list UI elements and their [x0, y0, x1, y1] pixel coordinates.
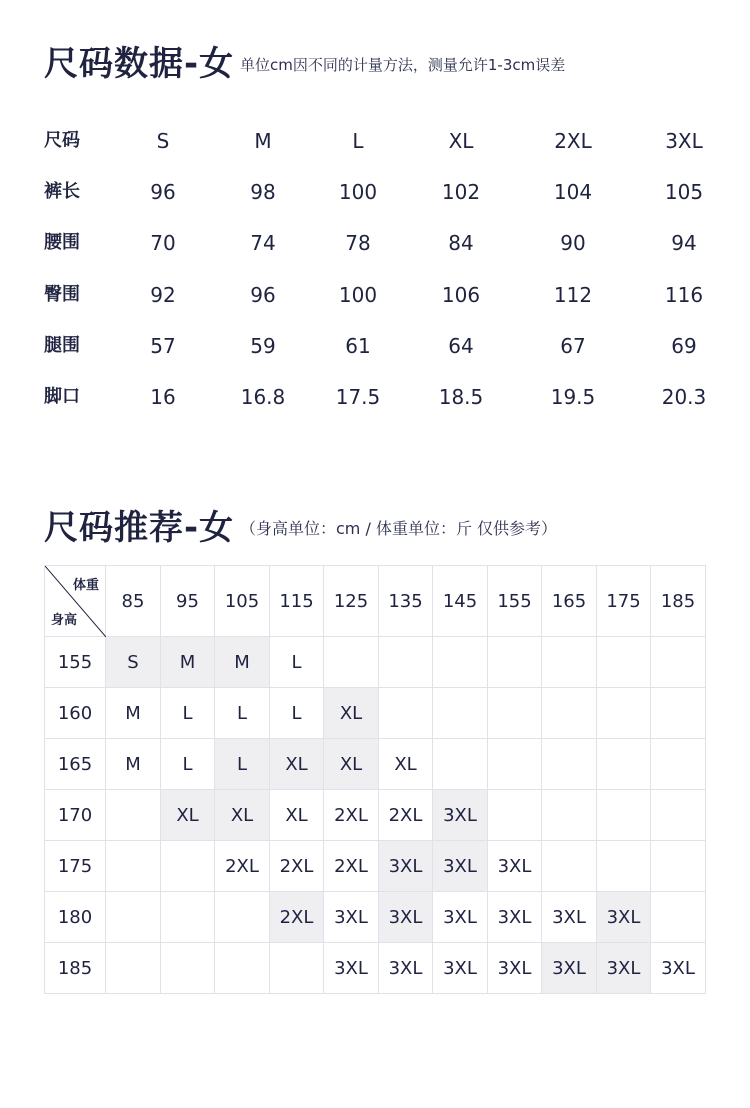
weight-header-cell: 95 [161, 566, 215, 637]
recommend-size-cell: 3XL [324, 892, 379, 943]
size-row-label: 臀围 [44, 284, 80, 305]
recommend-size-cell [542, 739, 597, 790]
weight-header-cell: 165 [542, 566, 597, 637]
size-value-cell: 69 [671, 334, 697, 358]
weight-header-cell: 185 [651, 566, 706, 637]
recommend-size-cell: 2XL [324, 841, 379, 892]
recommend-size-cell: 2XL [379, 790, 433, 841]
recommend-size-cell [651, 637, 706, 688]
corner-height-label: 身高 [51, 613, 78, 628]
size-value-cell: 100 [338, 180, 378, 204]
size-value-cell: 92 [150, 283, 176, 307]
recommend-size-cell [106, 841, 161, 892]
size-header-l: L [352, 129, 364, 153]
weight-header-cell: 115 [270, 566, 324, 637]
recommend-size-cell [597, 790, 651, 841]
recommend-size-cell [488, 790, 542, 841]
recommend-size-cell [106, 790, 161, 841]
recommend-size-cell [488, 739, 542, 790]
recommend-size-cell: 3XL [488, 943, 542, 994]
recommend-size-cell [488, 637, 542, 688]
recommend-size-cell: 3XL [379, 892, 433, 943]
recommend-size-cell: 2XL [270, 841, 324, 892]
recommend-size-cell: XL [270, 790, 324, 841]
recommend-row [45, 892, 706, 943]
size-row-label: 腿围 [44, 335, 80, 356]
recommend-size-cell: M [215, 637, 270, 688]
recommend-corner-cell [45, 566, 106, 637]
recommend-row [45, 841, 706, 892]
size-row-label: 裤长 [44, 181, 80, 202]
height-header-cell: 170 [45, 790, 106, 841]
recommend-size-cell: 3XL [488, 892, 542, 943]
recommend-size-cell [433, 688, 488, 739]
corner-weight-label: 体重 [72, 578, 99, 593]
size-value-cell: 59 [250, 334, 276, 358]
recommend-row [45, 943, 706, 994]
recommend-size-cell: 3XL [597, 892, 651, 943]
recommend-size-cell: 3XL [542, 943, 597, 994]
recommend-size-cell: 3XL [433, 892, 488, 943]
size-value-cell: 67 [560, 334, 586, 358]
height-header-cell: 175 [45, 841, 106, 892]
size-recommend-table [44, 565, 706, 994]
recommend-size-cell: S [106, 637, 161, 688]
recommend-size-cell [542, 841, 597, 892]
recommend-size-cell [106, 943, 161, 994]
recommend-size-cell [433, 739, 488, 790]
recommend-size-cell: M [106, 688, 161, 739]
recommend-size-cell [597, 739, 651, 790]
weight-header-cell: 85 [106, 566, 161, 637]
weight-header-cell: 175 [597, 566, 651, 637]
size-value-cell: 84 [448, 231, 474, 255]
recommend-size-cell [270, 943, 324, 994]
recommend-size-cell [215, 892, 270, 943]
recommend-size-cell: XL [324, 688, 379, 739]
height-header-cell: 155 [45, 637, 106, 688]
size-value-cell: 17.5 [335, 385, 381, 409]
size-value-cell: 64 [448, 334, 474, 358]
size-value-cell: 106 [441, 283, 481, 307]
recommend-size-cell: XL [379, 739, 433, 790]
size-header-3xl: 3XL [665, 129, 703, 153]
recommend-size-cell: L [161, 739, 215, 790]
recommend-size-cell: XL [270, 739, 324, 790]
recommend-size-cell [161, 841, 215, 892]
recommend-size-cell: M [161, 637, 215, 688]
size-value-cell: 105 [664, 180, 704, 204]
size-value-cell: 18.5 [438, 385, 484, 409]
size-data-title: 尺码数据-女 [44, 44, 235, 84]
recommend-size-cell [651, 688, 706, 739]
recommend-size-cell: 3XL [324, 943, 379, 994]
recommend-size-cell: 2XL [270, 892, 324, 943]
size-value-cell: 100 [338, 283, 378, 307]
size-value-cell: 78 [345, 231, 371, 255]
recommend-size-cell: XL [215, 790, 270, 841]
height-header-cell: 180 [45, 892, 106, 943]
recommend-size-cell: 2XL [324, 790, 379, 841]
size-recommend-title: 尺码推荐-女 [44, 508, 235, 548]
height-header-cell: 185 [45, 943, 106, 994]
size-row-label: 脚口 [44, 386, 80, 407]
recommend-row [45, 790, 706, 841]
recommend-size-cell: XL [161, 790, 215, 841]
recommend-size-cell: 3XL [651, 943, 706, 994]
recommend-size-cell [379, 688, 433, 739]
size-value-cell: 16 [150, 385, 176, 409]
size-value-cell: 98 [250, 180, 276, 204]
recommend-header-row [45, 566, 706, 637]
recommend-size-cell: 3XL [597, 943, 651, 994]
size-value-cell: 116 [664, 283, 704, 307]
size-value-cell: 102 [441, 180, 481, 204]
size-value-cell: 90 [560, 231, 586, 255]
recommend-size-cell [542, 790, 597, 841]
recommend-size-cell: L [215, 688, 270, 739]
recommend-size-cell: L [270, 637, 324, 688]
recommend-size-cell: 3XL [433, 841, 488, 892]
recommend-row [45, 739, 706, 790]
size-value-cell: 70 [150, 231, 176, 255]
recommend-size-cell [651, 841, 706, 892]
recommend-size-cell: L [161, 688, 215, 739]
size-value-cell: 96 [150, 180, 176, 204]
size-value-cell: 104 [553, 180, 593, 204]
recommend-size-cell: L [215, 739, 270, 790]
size-recommend-subtitle: （身高单位：cm / 体重单位：斤 仅供参考） [240, 519, 558, 538]
recommend-size-cell [106, 892, 161, 943]
recommend-size-cell [651, 892, 706, 943]
weight-header-cell: 135 [379, 566, 433, 637]
size-value-cell: 57 [150, 334, 176, 358]
size-data-subtitle: 单位cm因不同的计量方法，测量允许1-3cm误差 [240, 56, 566, 74]
recommend-row [45, 688, 706, 739]
size-value-cell: 16.8 [240, 385, 286, 409]
size-header-xl: XL [448, 129, 474, 153]
weight-header-cell: 105 [215, 566, 270, 637]
size-header-m: M [254, 129, 272, 153]
size-value-cell: 19.5 [550, 385, 596, 409]
recommend-size-cell: L [270, 688, 324, 739]
recommend-size-cell [597, 688, 651, 739]
size-value-cell: 96 [250, 283, 276, 307]
height-header-cell: 160 [45, 688, 106, 739]
height-header-cell: 165 [45, 739, 106, 790]
size-value-cell: 94 [671, 231, 697, 255]
recommend-size-cell [161, 892, 215, 943]
recommend-size-cell: 3XL [488, 841, 542, 892]
size-value-cell: 112 [553, 283, 593, 307]
recommend-size-cell [651, 739, 706, 790]
recommend-size-cell [597, 637, 651, 688]
size-header-label: 尺码 [44, 130, 80, 151]
recommend-size-cell: XL [324, 739, 379, 790]
size-row-label: 腰围 [44, 232, 80, 253]
weight-header-cell: 155 [488, 566, 542, 637]
recommend-size-cell: 3XL [379, 841, 433, 892]
recommend-size-cell [542, 688, 597, 739]
recommend-size-cell [542, 637, 597, 688]
size-value-cell: 74 [250, 231, 276, 255]
recommend-size-cell: 3XL [433, 943, 488, 994]
recommend-size-cell [379, 637, 433, 688]
weight-header-cell: 125 [324, 566, 379, 637]
recommend-size-cell [215, 943, 270, 994]
size-value-cell: 61 [345, 334, 371, 358]
size-value-cell: 20.3 [661, 385, 707, 409]
recommend-size-cell [324, 637, 379, 688]
recommend-size-cell [651, 790, 706, 841]
recommend-size-cell [597, 841, 651, 892]
recommend-row [45, 637, 706, 688]
recommend-size-cell: 3XL [542, 892, 597, 943]
recommend-size-cell [433, 637, 488, 688]
weight-header-cell: 145 [433, 566, 488, 637]
recommend-size-cell [161, 943, 215, 994]
recommend-size-cell: 3XL [379, 943, 433, 994]
recommend-size-cell: 3XL [433, 790, 488, 841]
recommend-size-cell: 2XL [215, 841, 270, 892]
size-header-s: S [156, 129, 170, 153]
recommend-size-cell: M [106, 739, 161, 790]
recommend-size-cell [488, 688, 542, 739]
size-header-2xl: 2XL [554, 129, 592, 153]
